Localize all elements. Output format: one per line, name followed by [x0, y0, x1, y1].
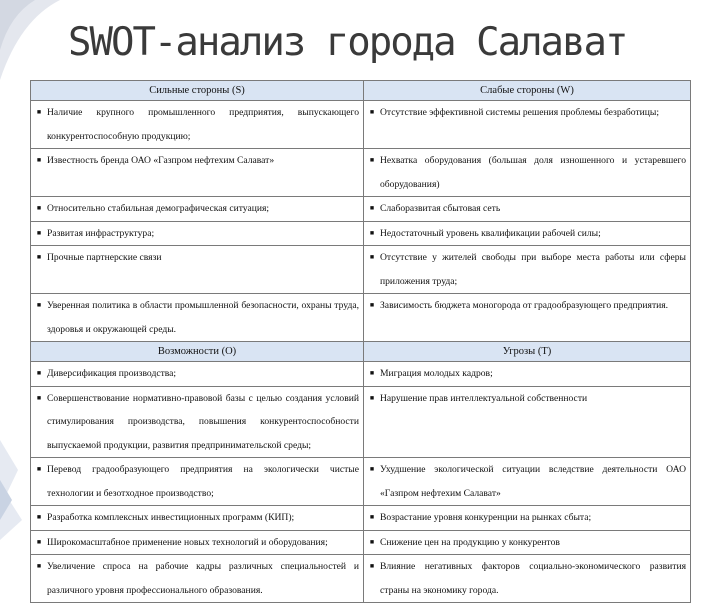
strength-item-text: Развитая инфраструктура; [47, 227, 155, 239]
opportunity-item [31, 458, 364, 506]
swot-table-body [31, 81, 691, 603]
table-row [31, 458, 691, 506]
bullet-icon: ■ [36, 562, 42, 570]
strength-item-text: Известность бренда ОАО «Газпром нефтехим Салават» [47, 155, 275, 166]
threat-item [364, 386, 691, 458]
weaknesses-header: Слабые стороны (W) [364, 81, 691, 101]
weakness-item [364, 149, 691, 197]
bullet-icon: ■ [369, 156, 375, 164]
opportunity-item-text: Совершенствование нормативно-правовой базы с целью создания условий стимулирования производства, повышения конкурентоспособности выпускаемой продукции, развития предпринимательской среды; [47, 392, 359, 451]
opportunity-item-text: Диверсификация производства; [47, 368, 177, 379]
swot-table [30, 80, 691, 603]
weakness-item-text: Недостаточный уровень квалификации рабочей силы; [380, 227, 601, 239]
strength-item-text: Наличие крупного промышленного предприятия, выпускающего конкурентоспособную продукцию; [47, 107, 359, 142]
threat-item [364, 506, 691, 531]
threat-item [364, 555, 691, 603]
bullet-icon: ■ [369, 204, 375, 212]
weakness-item-text: Нехватка оборудования (большая доля изношенного и устаревшего оборудования) [380, 155, 686, 190]
bullet-icon: ■ [369, 562, 375, 570]
bullet-icon: ■ [369, 393, 375, 402]
table-row [31, 101, 691, 149]
threat-item [364, 362, 691, 387]
weakness-item [364, 246, 691, 294]
table-row [31, 246, 691, 294]
bullet-icon: ■ [36, 393, 42, 402]
weakness-item [364, 294, 691, 342]
bullet-icon: ■ [369, 537, 375, 546]
strengths-header: Сильные стороны (S) [31, 81, 364, 101]
strength-item [31, 246, 364, 294]
bullet-icon: ■ [369, 301, 375, 309]
threat-item-text: Нарушение прав интеллектуальной собственности [380, 392, 588, 404]
bullet-icon: ■ [36, 513, 42, 521]
table-row [31, 221, 691, 246]
opportunity-item [31, 506, 364, 531]
strength-item-text: Прочные партнерские связи [47, 252, 162, 263]
page-title: SWOT-анализ города Салават [68, 20, 627, 65]
threat-item-text: Влияние негативных факторов социально-экономического развития страны на экономику города. [380, 561, 686, 596]
bullet-icon: ■ [36, 465, 42, 473]
corner-decoration-top-left [0, 0, 70, 90]
table-row [31, 362, 691, 387]
weakness-item [364, 197, 691, 222]
bullet-icon: ■ [369, 228, 375, 237]
weakness-item [364, 221, 691, 246]
threat-item-text: Снижение цен на продукцию у конкурентов [380, 536, 560, 548]
bullet-icon: ■ [36, 108, 42, 116]
weakness-item-text: Отсутствие эффективной системы решения проблемы безработицы; [380, 107, 660, 118]
table-row [31, 149, 691, 197]
table-row [31, 197, 691, 222]
opportunity-item-text: Увеличение спроса на рабочие кадры различных специальностей и различного уровня профессионального образования. [47, 561, 359, 596]
bullet-icon: ■ [369, 369, 375, 377]
strength-item [31, 221, 364, 246]
opportunities-header: Возможности (O) [31, 342, 364, 362]
threat-item-text: Возрастание уровня конкуренции на рынках сбыта; [380, 512, 592, 523]
table-row [31, 530, 691, 555]
threat-item-text: Ухудшение экологической ситуации вследствие деятельности ОАО «Газпром нефтехим Салават» [380, 464, 686, 499]
strength-item-text: Уверенная политика в области промышленной безопасности, охраны труда, здоровья и окружающей среды. [47, 300, 359, 335]
threats-header: Угрозы (T) [364, 342, 691, 362]
opportunity-item [31, 362, 364, 387]
opportunity-item-text: Разработка комплексных инвестиционных программ (КИП); [47, 512, 295, 523]
opportunity-item [31, 555, 364, 603]
bullet-icon: ■ [36, 537, 42, 546]
threat-item [364, 458, 691, 506]
bullet-icon: ■ [36, 369, 42, 377]
weakness-item-text: Зависимость бюджета моногорода от градообразующего предприятия. [380, 300, 669, 311]
bullet-icon: ■ [36, 156, 42, 164]
bullet-icon: ■ [36, 228, 42, 237]
weakness-item-text: Слаборазвитая сбытовая сеть [380, 203, 501, 214]
table-row [31, 386, 691, 458]
table-row [31, 506, 691, 531]
strength-item [31, 149, 364, 197]
bullet-icon: ■ [36, 204, 42, 212]
opportunity-item [31, 530, 364, 555]
opportunity-item-text: Перевод градообразующего предприятия на экологически чистые технологии и безотходное производство; [47, 464, 359, 499]
bullet-icon: ■ [369, 465, 375, 473]
strength-item [31, 294, 364, 342]
opportunity-item-text: Широкомасштабное применение новых технологий и оборудования; [47, 536, 328, 548]
strength-item [31, 101, 364, 149]
header-row-ot [31, 342, 691, 362]
table-row [31, 555, 691, 603]
strength-item-text: Относительно стабильная демографическая ситуация; [47, 203, 270, 214]
weakness-item [364, 101, 691, 149]
table-row [31, 294, 691, 342]
bullet-icon: ■ [369, 513, 375, 521]
threat-item-text: Миграция молодых кадров; [380, 368, 493, 379]
weakness-item-text: Отсутствие у жителей свободы при выборе места работы или сферы приложения труда; [380, 252, 686, 287]
bullet-icon: ■ [369, 108, 375, 116]
bullet-icon: ■ [369, 253, 375, 261]
threat-item [364, 530, 691, 555]
bullet-icon: ■ [36, 253, 42, 261]
opportunity-item [31, 386, 364, 458]
bullet-icon: ■ [36, 301, 42, 309]
header-row-sw [31, 81, 691, 101]
strength-item [31, 197, 364, 222]
